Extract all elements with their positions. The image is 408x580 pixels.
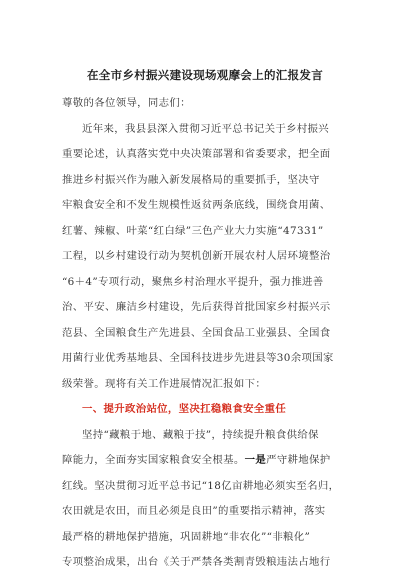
section-1-heading: 一、提升政治站位，坚决扛稳粮食安全重任: [82, 403, 287, 415]
salutation: 尊敬的各位领导，同志们：: [62, 97, 191, 109]
paragraph-1-line-1: 近年来，我县县深入贯彻习近平总书记关于乡村振兴: [82, 123, 330, 135]
paragraph-2-line-3: 红线。坚决贯彻习近平总书记“18亿亩耕地必须实至名归，: [62, 480, 340, 492]
paragraph-1-line-6: 工程，以乡村建设行动为契机创新开展农村人居环境整治: [62, 250, 331, 262]
paragraph-2-line-5: 最严格的耕地保护措施，巩固耕地“非农化”“非粮化”: [62, 531, 311, 543]
paragraph-2-line-6: 专项整治成果，出台《关于严禁各类割青毁粮违法占地行: [62, 556, 331, 568]
paragraph-1-line-11: 级荣誉。现将有关工作进展情况汇报如下：: [62, 378, 267, 390]
document-title: 在全市乡村振兴建设现场观摩会上的汇报发言: [87, 68, 323, 82]
paragraph-2-line-2-text: 障能力，全面夯实国家粮食安全根基。: [62, 454, 245, 466]
paragraph-2-line-1: 坚持“藏粮于地、藏粮于技”，持续提升粮食供给保: [82, 429, 319, 441]
paragraph-2-line-2-tail: 严守耕地保护: [266, 454, 331, 466]
paragraph-1-line-7: “6＋4”专项行动，聚焦乡村治理水平提升，强力推进善: [62, 276, 324, 288]
paragraph-1-line-2: 重要论述，认真落实党中央决策部署和省委要求，把全面: [62, 148, 331, 160]
point-one-marker: 一是: [244, 454, 267, 466]
paragraph-2-line-4: 农田就是农田，而且必须是良田”的重要指示精神，落实: [62, 505, 326, 517]
paragraph-1-line-3: 推进乡村振兴作为融入新发展格局的重要抓手，坚决守: [62, 174, 320, 186]
paragraph-1-line-8: 治、平安、廉洁乡村建设，先后获得首批国家乡村振兴示: [62, 301, 331, 313]
paragraph-1-line-5: 红薯、辣椒、叶菜“红白绿”三色产业大力实施“47331”: [62, 225, 324, 237]
paragraph-2-line-2: [62, 448, 331, 473]
paragraph-1-line-9: 范县、全国粮食生产先进县、全国食品工业强县、全国食: [62, 327, 331, 339]
paragraph-1-line-4: 牢粮食安全和不发生规模性返贫两条底线，围绕食用菌、: [62, 199, 331, 211]
paragraph-1-line-10: 用菌行业优秀基地县、全国科技进步先进县等30余项国家: [62, 352, 334, 364]
